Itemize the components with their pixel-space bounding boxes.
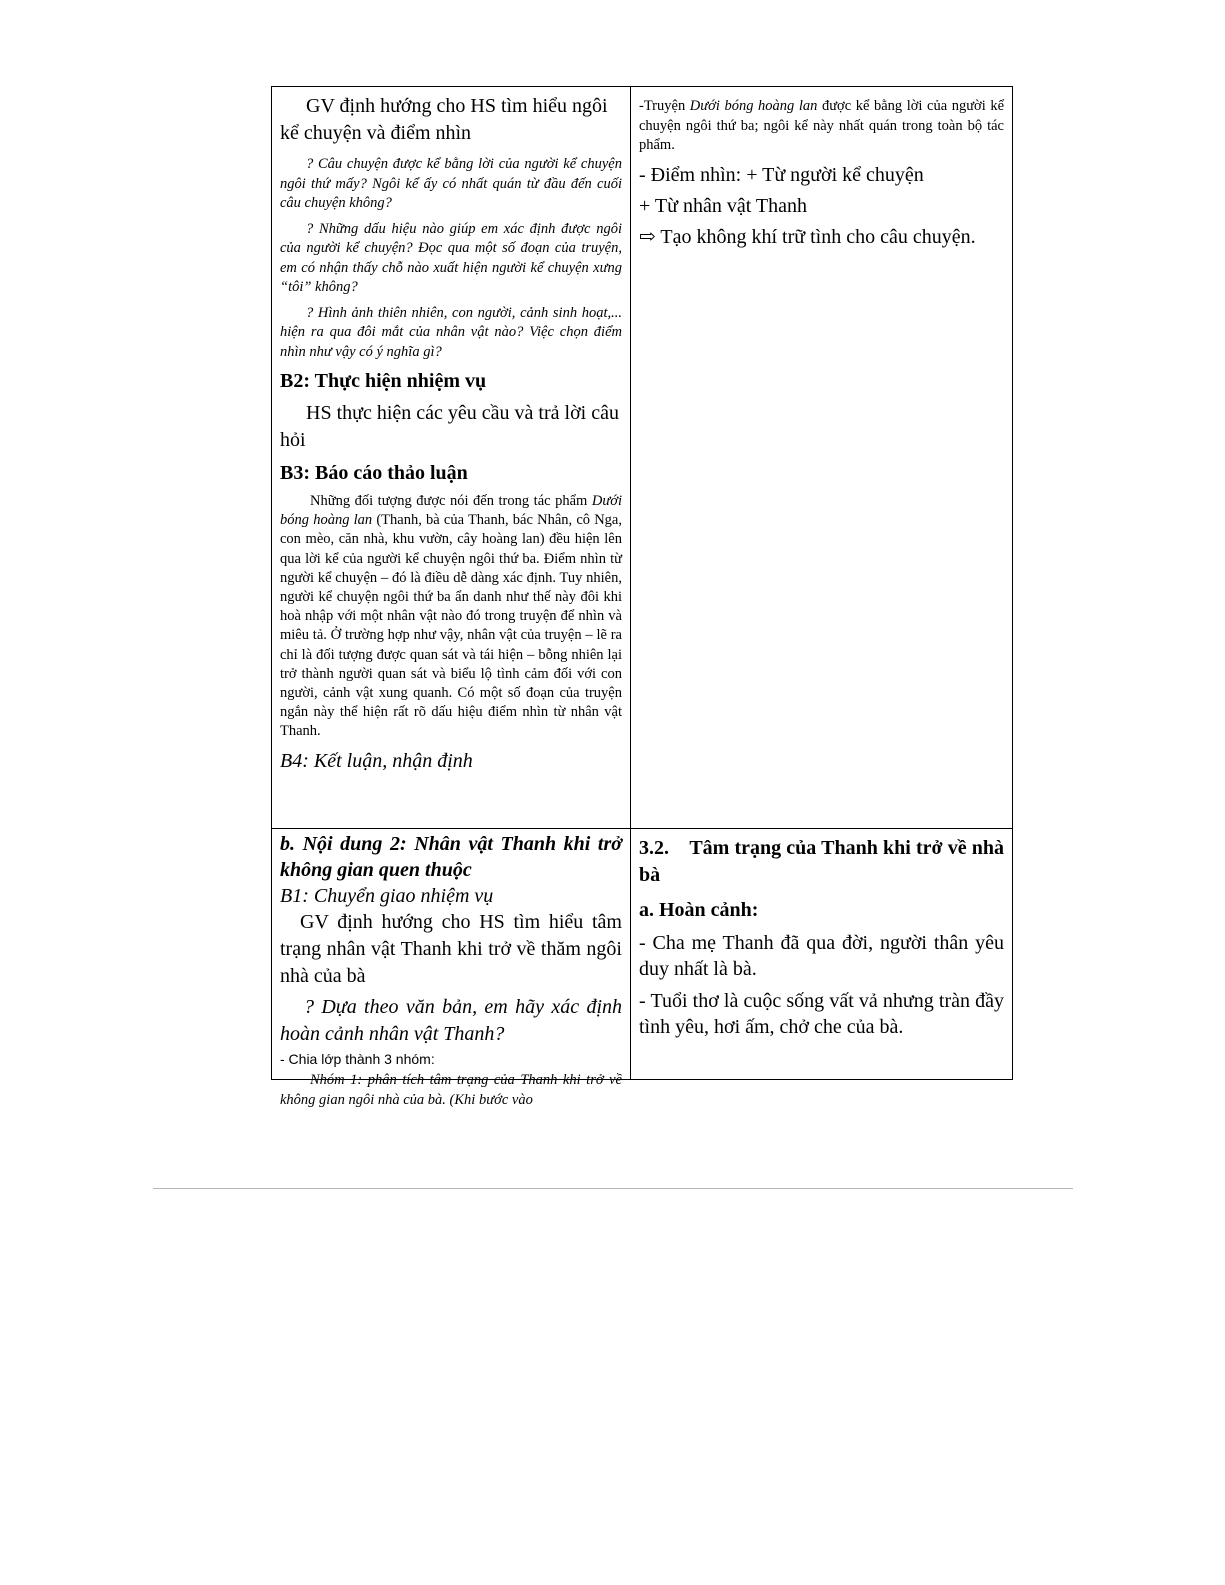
answer-narrator [639, 97, 1004, 156]
step-b1-heading: B1: Chuyển giao nhiệm vụ [280, 885, 494, 907]
question-1: ? Câu chuyện được kể bằng lời của người kể chuyện ngôi thứ mấy? Ngôi kể ấy có nhất quán từ đầu đến cuối câu chuyện không? [280, 156, 622, 211]
arrow-right-icon: ⇨ [639, 225, 656, 248]
row1-right-cell [631, 87, 1013, 829]
row1-left-cell [272, 87, 631, 829]
teacher-guidance-2: GV định hướng cho HS tìm hiểu tâm trạng nhân vật Thanh khi trở về thăm ngôi nhà của bà [280, 911, 622, 987]
content-2-title: b. Nội dung 2: Nhân vật Thanh khi trở không gian quen thuộc [280, 833, 622, 881]
circumstance-parents: - Cha mẹ Thanh đã qua đời, người thân yêu duy nhất là bà. [639, 932, 1004, 980]
group-1-task: Nhóm 1: phân tích tâm trạng của Thanh khi trở về không gian ngôi nhà của bà. (Khi bước vào [280, 1072, 622, 1108]
answer-lyrical [639, 224, 1004, 250]
b3-text-start: Những đối tượng được nói đến trong tác phẩm [310, 493, 592, 509]
question-situation: ? Dựa theo văn bản, em hãy xác định hoàn cảnh nhân vật Thanh? [280, 996, 622, 1045]
row2-right-cell [631, 829, 1013, 1080]
question-3: ? Hình ảnh thiên nhiên, con người, cảnh sinh hoạt,... hiện ra qua đôi mắt của nhân vật nào? Việc chọn điểm nhìn như vậy có ý nghĩa gì? [280, 304, 622, 360]
step-b3-paragraph [280, 492, 622, 742]
table-row [272, 829, 1013, 1080]
answer-text-start: -Truyện [639, 98, 690, 114]
answer-work-title: Dưới bóng hoàng lan [689, 98, 818, 114]
page-divider [153, 1188, 1073, 1189]
circumstance-childhood: - Tuổi thơ là cuộc sống vất vả nhưng tràn đầy tình yêu, hơi ấm, chở che của bà. [639, 990, 1004, 1038]
lesson-table [271, 86, 1013, 1108]
question-2: ? Những dấu hiệu nào giúp em xác định được ngôi của người kể chuyện? Đọc qua một số đoạn của truyện, em có nhận thấy chỗ nào xuất hiện người kể chuyện xưng “tôi” không? [280, 220, 622, 295]
table-row [272, 87, 1013, 829]
b3-work-title: Dưới bóng hoàng lan [280, 493, 622, 529]
step-b2-text: HS thực hiện các yêu cầu và trả lời câu hỏi [280, 402, 619, 451]
step-b2-heading: B2: Thực hiện nhiệm vụ [280, 370, 487, 392]
answer-viewpoint: - Điểm nhìn: + Từ người kể chuyện [639, 163, 924, 186]
answer-viewpoint-thanh: + Từ nhân vật Thanh [639, 194, 808, 217]
circumstance-heading: a. Hoàn cảnh: [639, 899, 759, 921]
teacher-guidance: GV định hướng cho HS tìm hiểu ngôi kể chuyện và điểm nhìn [280, 95, 608, 144]
row2-left-content [280, 831, 622, 1108]
section-3-2-heading [639, 835, 1004, 889]
answer-lyrical-text: Tạo không khí trữ tình cho câu chuyện. [660, 225, 976, 248]
section-title: Tâm trạng của Thanh khi trở về nhà bà [639, 837, 1005, 886]
answer-text-rest: được kể bằng lời của người kể chuyện ngôi thứ ba; ngôi kể này nhất quán trong toàn bộ tác phẩm. [639, 98, 1004, 153]
row2-left-cell [272, 829, 631, 1108]
section-number: 3.2. [639, 837, 669, 859]
step-b4-heading: B4: Kết luận, nhận định [280, 749, 473, 772]
b3-text-rest: (Thanh, bà của Thanh, bác Nhân, cô Nga, con mèo, căn nhà, khu vườn, cây hoàng lan) đều hiện lên qua lời kể của người kể chuyện ngôi thứ ba. Điểm nhìn từ người kể chuyện – đó là điều dễ dàng xác định. Tuy nhiên, người kể chuyện ngôi thứ ba ẩn danh như thế này đôi khi hoà nhập với một nhân vật nào đó trong truyện để nhìn và miêu tả. Ở trường hợp như vậy, nhân vật của truyện – lẽ ra chỉ là đối tượng được quan sát và tái hiện – bỗng nhiên lại trở thành người quan sát và biểu lộ tình cảm đối với con người, cảnh vật xung quanh. Có một số đoạn của truyện ngắn này thể hiện rất rõ dấu hiệu điểm nhìn từ nhân vật Thanh. [280, 512, 622, 740]
group-split: - Chia lớp thành 3 nhóm: [280, 1051, 435, 1067]
step-b3-heading: B3: Báo cáo thảo luận [280, 462, 468, 484]
